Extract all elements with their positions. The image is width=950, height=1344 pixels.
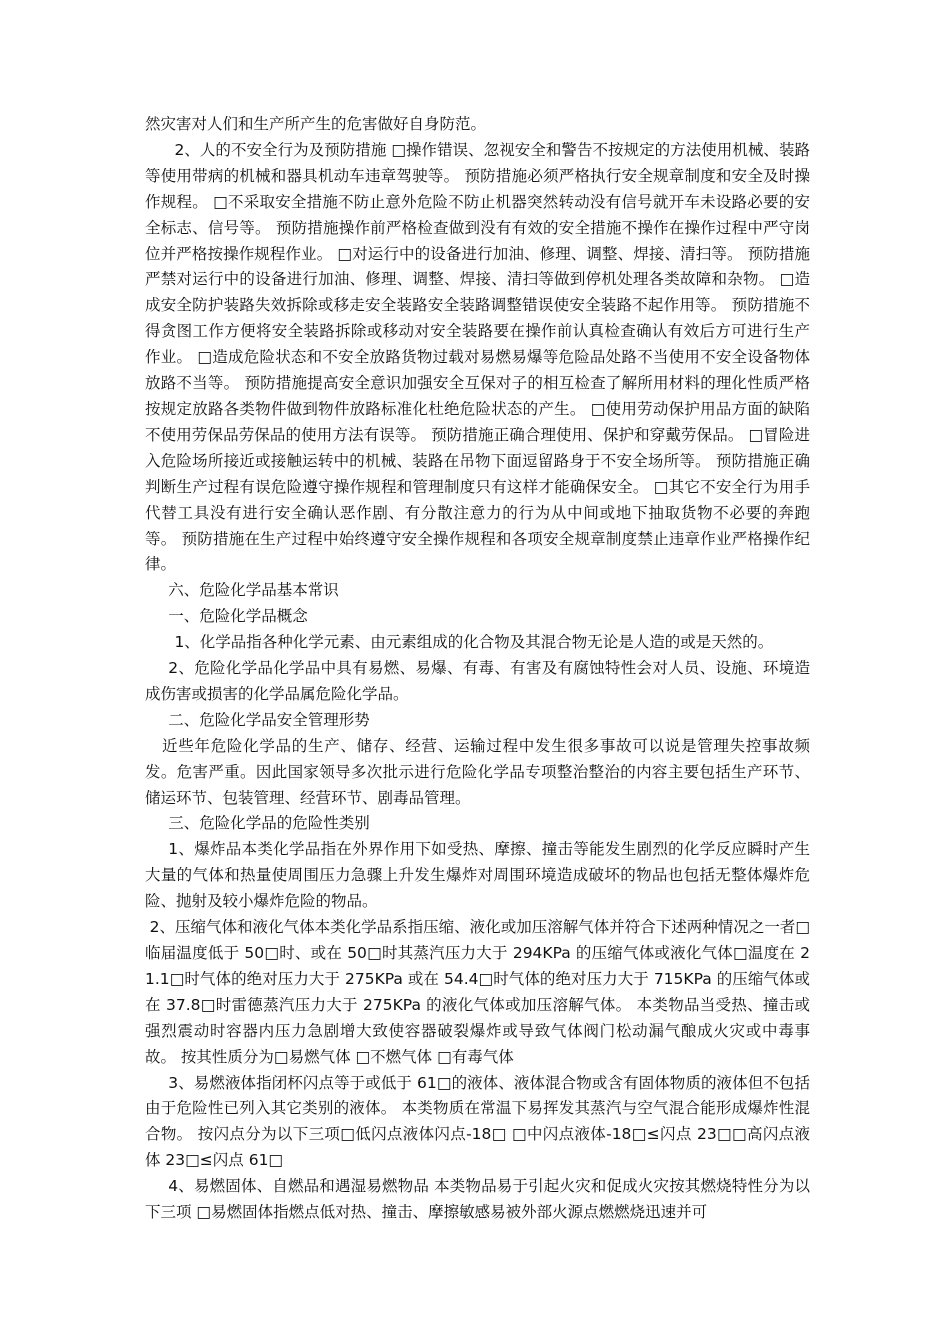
- paragraph-category-gases: 2、压缩气体和液化气体本类化学品系指压缩、液化或加压溶解气体并符合下述两种情况之一者□临届温度低于 50□时、或在 50□时其蒸汽压力大于 294KPa 的压缩气体或液化气体□温度在 21.1□时气体的绝对压力大于 275KPa 或在 54.4□时气体的绝对压力大于 715KPa 的压缩气体或在 37.8□时雷德蒸汽压力大于 275KPa 的液化气体或加压溶解气体。 本类物品当受热、撞击或强烈震动时容器内压力急剧增大致使容器破裂爆炸或导致气体阀门松动漏气酿成火灾或中毒事故。 按其性质分为□易燃气体 □不燃气体 □有毒气体: [145, 918, 810, 1066]
- section-heading-hazardous-chemicals: 六、危险化学品基本常识: [168, 581, 339, 600]
- paragraph-continuation: 然灾害对人们和生产所产生的危害做好自身防范。: [145, 115, 487, 133]
- paragraph-unsafe-behavior: 2、人的不安全行为及预防措施 □操作错误、忽视安全和警告不按规定的方法使用机械、装路等使用带病的机械和器具机动车违章驾驶等。 预防措施必须严格执行安全规章制度和安全及时操作规程。 □不采取安全措施不防止意外危险不防止机器突然转动没有信号就开车未设路必要的安全标志、信号等。 预防措施操作前严格检查做到没有有效的安全措施不操作在操作过程中严守岗位并严格按操作规程作业。 □对运行中的设备进行加油、修理、调整、焊接、清扫等。 预防措施严禁对运行中的设备进行加油、修理、调整、焊接、清扫等做到停机处理各类故障和杂物。 □造成安全防护装路失效拆除或移走安全装路安全装路调整错误使安全装路不起作用等。 预防措施不得贪图工作方便将安全装路拆除或移动对安全装路要在操作前认真检查确认有效后方可进行生产作业。 □造成危险状态和不安全放路货物过载对易燃易爆等危险品处路不当使用不安全设备物体放路不当等。 预防措施提高安全意识加强安全互保对子的相互检查了解所用材料的理化性质严格按规定放路各类物件做到物件放路标准化杜绝危险状态的产生。 □使用劳动保护用品方面的缺陷不使用劳保品劳保品的使用方法有误等。 预防措施正确合理使用、保护和穿戴劳保品。 □冒险进入危险场所接近或接触运转中的机械、装路在吊物下面逗留路身于不安全场所等。 预防措施正确判断生产过程有误危险遵守操作规程和管理制度只有这样才能确保安全。 □其它不安全行为用手代替工具没有进行安全确认恶作剧、有分散注意力的行为从中间或地下抽取货物不必要的奔跑等。 预防措施在生产过程中始终遵守安全操作规程和各项安全规章制度禁止违章作业严格操作纪律。: [145, 140, 810, 574]
- subsection-heading-categories: 三、危险化学品的危险性类别: [168, 814, 370, 833]
- paragraph-management: 近些年危险化学品的生产、储存、经营、运输过程中发生很多事故可以说是管理失控事故频发。危害严重。因此国家领导多次批示进行危险化学品专项整治整治的内容主要包括生产环节、储运环节、包装管理、经营环节、剧毒品管理。: [145, 736, 810, 807]
- subsection-heading-concept: 一、危险化学品概念: [168, 607, 308, 626]
- paragraph-category-explosives: 1、爆炸品本类化学品指在外界作用下如受热、摩擦、撞击等能发生剧烈的化学反应瞬时产生大量的气体和热量使周围压力急骤上升发生爆炸对周围环境造成破坏的物品也包括无整体爆炸危险、抛射及较小爆炸危险的物品。: [145, 840, 810, 911]
- paragraph-concept-2: 2、危险化学品化学品中具有易燃、易爆、有毒、有害及有腐蚀特性会对人员、设施、环境造成伤害或损害的化学品属危险化学品。: [145, 659, 810, 703]
- document-page: [145, 112, 810, 1226]
- paragraph-category-flammable-solids: 4、易燃固体、自燃品和遇湿易燃物品 本类物品易于引起火灾和促成火灾按其燃烧特性分为以下三项 □易燃固体指燃点低对热、撞击、摩擦敏感易被外部火源点燃燃烧迅速并可: [145, 1177, 810, 1222]
- paragraph-concept-1: 1、化学品指各种化学元素、由元素组成的化合物及其混合物无论是人造的或是天然的。: [174, 633, 774, 652]
- subsection-heading-management: 二、危险化学品安全管理形势: [168, 710, 370, 729]
- paragraph-category-flammable-liquids: 3、易燃液体指闭杯闪点等于或低于 61□的液体、液体混合物或含有固体物质的液体但不包括由于危险性已列入其它类别的液体。 本类物质在常温下易挥发其蒸汽与空气混合能形成爆炸性混合物。 按闪点分为以下三项□低闪点液体闪点-18□ □中闪点液体-18□≤闪点 23□□高闪点液体 23□≤闪点 61□: [145, 1073, 810, 1170]
